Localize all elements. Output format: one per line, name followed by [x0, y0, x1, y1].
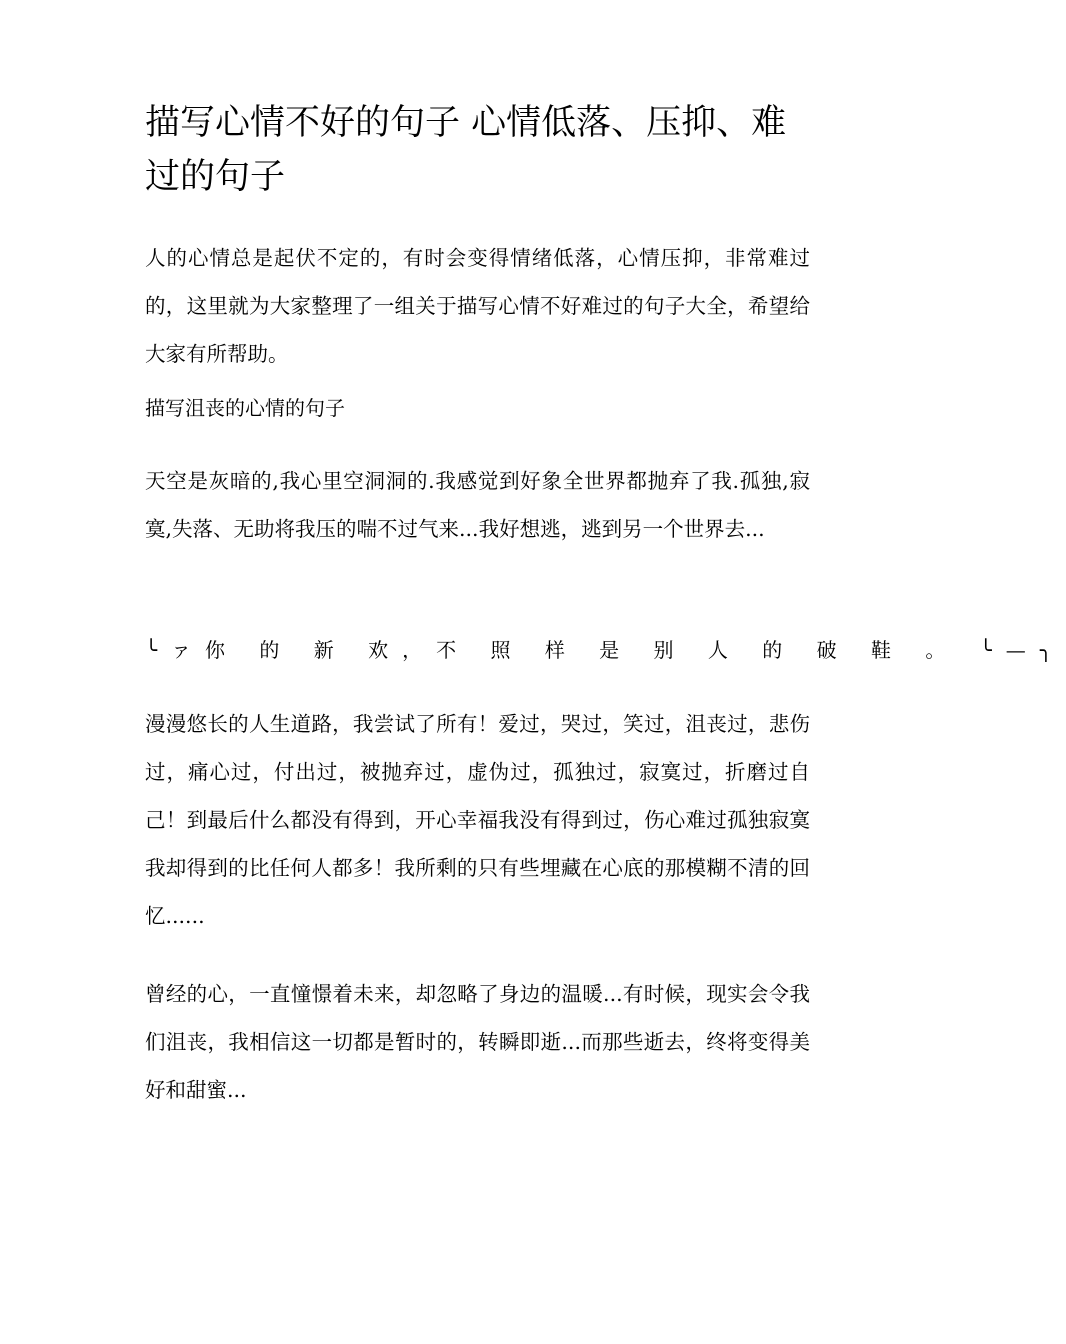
decorative-quote-line: ╰ァ你 的 新 欢，不 照 样 是 别 人 的 破 鞋 。 ╰—╮ [145, 638, 1066, 662]
intro-paragraph: 人的心情总是起伏不定的，有时会变得情绪低落，心情压抑，非常难过的，这里就为大家整理了一组关于描写心情不好难过的句子大全，希望给大家有所帮助。 [145, 246, 810, 366]
body-paragraph-1: 天空是灰暗的,我心里空洞洞的.我感觉到好象全世界都抛弃了我.孤独,寂寞,失落、无助将我压的喘不过气来...我好想逃，逃到另一个世界去... [145, 469, 810, 541]
body-paragraph-2: 漫漫悠长的人生道路，我尝试了所有！爱过，哭过，笑过，沮丧过，悲伤过，痛心过，付出过，被抛弃过，虚伪过，孤独过，寂寞过，折磨过自己！到最后什么都没有得到，开心幸福我没有得到过，伤心难过孤独寂寞我却得到的比任何人都多！我所剩的只有些埋藏在心底的那模糊不清的回忆...... [145, 712, 810, 928]
page-title: 描写心情不好的句子 心情低落、压抑、难过的句子 [145, 103, 787, 197]
body-paragraph-3: 曾经的心，一直憧憬着未来，却忽略了身边的温暖...有时候，现实会令我们沮丧，我相信这一切都是暂时的，转瞬即逝...而那些逝去，终将变得美好和甜蜜... [145, 982, 810, 1102]
section-heading: 描写沮丧的心情的句子 [145, 396, 345, 420]
